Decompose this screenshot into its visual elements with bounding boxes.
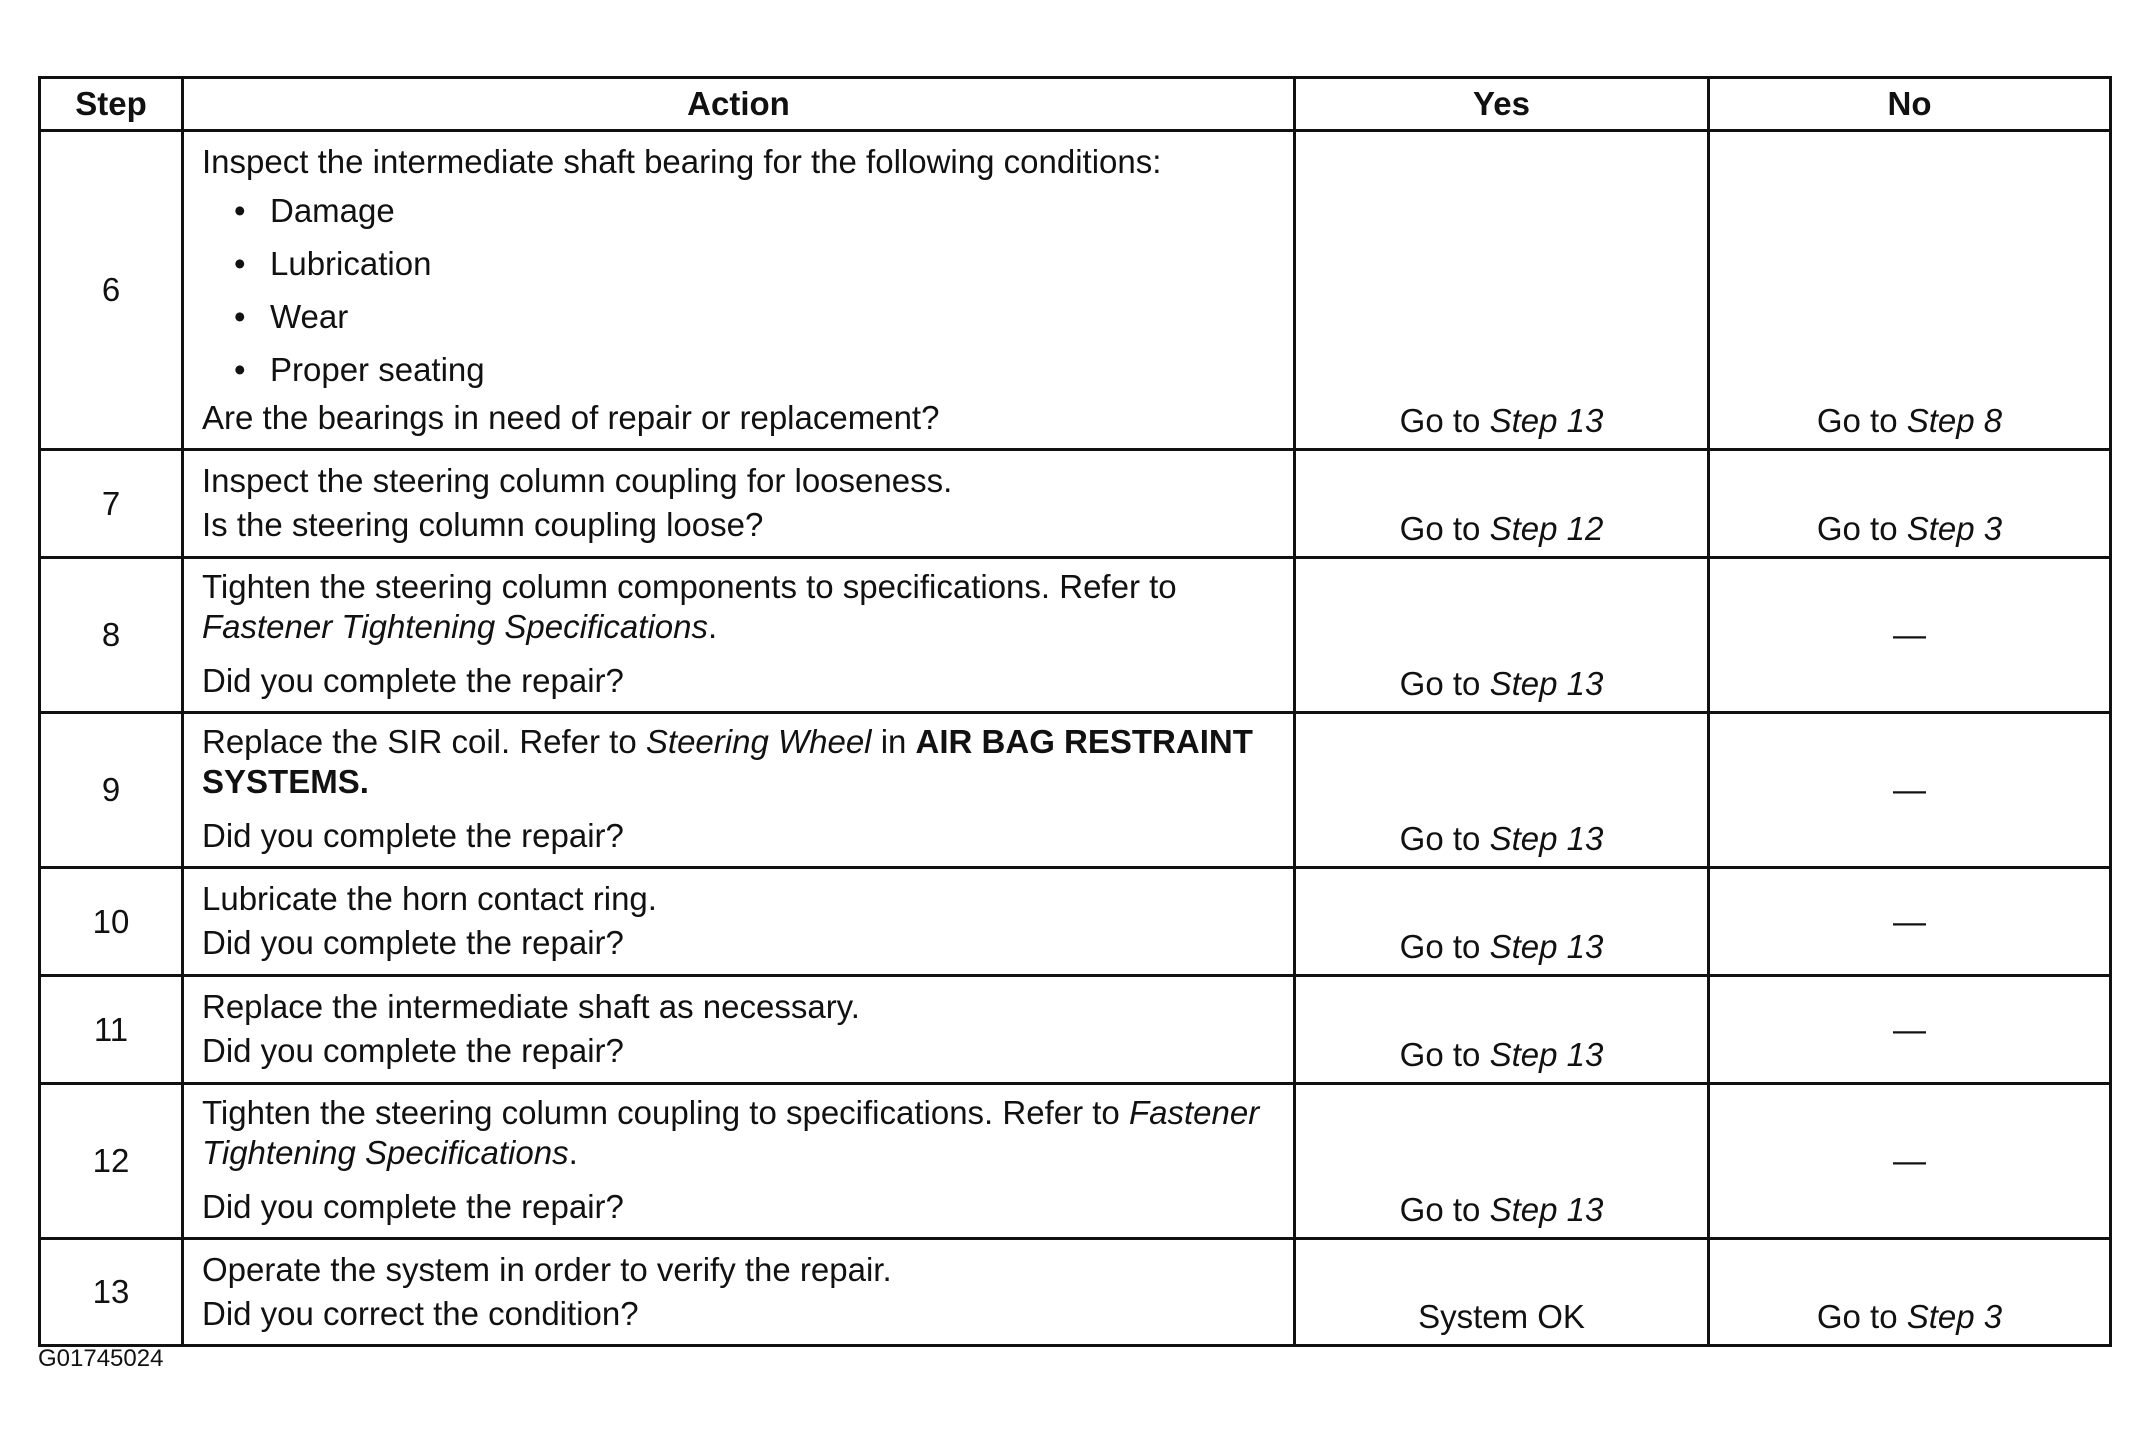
- yes-prefix: Go to: [1399, 928, 1481, 965]
- yes-step-link: Step 13: [1489, 1191, 1604, 1228]
- step-number: 11: [40, 976, 183, 1084]
- yes-step-link: Step 13: [1489, 820, 1604, 857]
- no-cell: —: [1709, 1084, 2111, 1239]
- action-instruction: [202, 1093, 1277, 1173]
- action-cell: [183, 558, 1295, 713]
- no-cell: —: [1709, 976, 2111, 1084]
- yes-step-link: Step 12: [1489, 510, 1604, 547]
- figure-id-caption: G01745024: [38, 1345, 164, 1372]
- step-number: 13: [40, 1239, 183, 1346]
- bullet-label: Damage: [270, 192, 395, 229]
- system-reference: AIR BAG RESTRAINT SYSTEMS.: [202, 723, 1253, 800]
- header-step: Step: [40, 78, 183, 131]
- action-question: Did you complete the repair?: [202, 1032, 624, 1069]
- action-text: Tighten the steering column coupling to specifications. Refer to: [202, 1094, 1120, 1131]
- reference-link: Fastener Tightening Specifications: [202, 1094, 1260, 1171]
- step-number: 7: [40, 450, 183, 558]
- yes-cell: System OK: [1295, 1239, 1709, 1346]
- action-intro: Replace the intermediate shaft as necessary.: [202, 988, 860, 1025]
- no-cell: [1709, 1239, 2111, 1346]
- action-cell: [183, 1084, 1295, 1239]
- bullet-icon: •: [234, 192, 246, 229]
- action-intro: Inspect the steering column coupling for looseness.: [202, 462, 953, 499]
- action-text-end: .: [708, 608, 718, 645]
- bullet-icon: •: [234, 351, 246, 388]
- diagnostic-table: [38, 76, 2112, 1347]
- action-text: Tighten the steering column components to specifications. Refer to: [202, 568, 1177, 605]
- action-intro: Operate the system in order to verify the repair.: [202, 1251, 892, 1288]
- table-header-row: [40, 78, 2111, 131]
- table-row-step-13: [40, 1239, 2111, 1346]
- yes-step-link: Step 13: [1489, 928, 1604, 965]
- yes-prefix: Go to: [1399, 402, 1481, 439]
- step-number: 12: [40, 1084, 183, 1239]
- yes-prefix: Go to: [1399, 510, 1481, 547]
- yes-cell: [1295, 868, 1709, 976]
- no-prefix: Go to: [1816, 510, 1898, 547]
- table-row-step-10: [40, 868, 2111, 976]
- yes-step-link: Step 13: [1489, 402, 1604, 439]
- action-cell: [183, 450, 1295, 558]
- step-number: 9: [40, 713, 183, 868]
- table-row-step-9: [40, 713, 2111, 868]
- yes-cell: [1295, 558, 1709, 713]
- step-number: 8: [40, 558, 183, 713]
- no-cell: [1709, 450, 2111, 558]
- bullet-label: Lubrication: [270, 245, 432, 282]
- table-row-step-12: [40, 1084, 2111, 1239]
- bullet-icon: •: [234, 298, 246, 335]
- header-yes: Yes: [1295, 78, 1709, 131]
- no-prefix: Go to: [1816, 1298, 1898, 1335]
- yes-cell: [1295, 713, 1709, 868]
- action-text-mid: in: [880, 723, 907, 760]
- action-cell: [183, 713, 1295, 868]
- no-prefix: Go to: [1816, 402, 1898, 439]
- step-number: 10: [40, 868, 183, 976]
- action-question: Did you correct the condition?: [202, 1295, 639, 1332]
- reference-link: Fastener Tightening Specifications: [202, 608, 708, 645]
- no-step-link: Step 8: [1906, 402, 2003, 439]
- action-cell: [183, 1239, 1295, 1346]
- bullet-item: [202, 184, 1277, 237]
- yes-cell: [1295, 976, 1709, 1084]
- bullet-item: [202, 290, 1277, 343]
- action-question: Are the bearings in need of repair or replacement?: [202, 399, 940, 436]
- yes-cell: [1295, 1084, 1709, 1239]
- yes-step-link: Step 13: [1489, 1036, 1604, 1073]
- action-instruction: [202, 567, 1277, 647]
- no-cell: —: [1709, 713, 2111, 868]
- table-row-step-11: [40, 976, 2111, 1084]
- action-question: Is the steering column coupling loose?: [202, 506, 764, 543]
- table-row-step-6: [40, 131, 2111, 450]
- yes-cell: [1295, 131, 1709, 450]
- no-step-link: Step 3: [1906, 510, 2003, 547]
- no-step-link: Step 3: [1906, 1298, 2003, 1335]
- bullet-label: Wear: [270, 298, 349, 335]
- action-cell: [183, 868, 1295, 976]
- action-instruction: [202, 722, 1277, 802]
- table-row-step-8: [40, 558, 2111, 713]
- bullet-item: [202, 237, 1277, 290]
- action-intro: Lubricate the horn contact ring.: [202, 880, 657, 917]
- action-intro: Inspect the intermediate shaft bearing for the following conditions:: [202, 143, 1162, 180]
- yes-prefix: Go to: [1399, 665, 1481, 702]
- bullet-label: Proper seating: [270, 351, 485, 388]
- action-question: Did you complete the repair?: [202, 1188, 624, 1225]
- step-number: 6: [40, 131, 183, 450]
- yes-prefix: Go to: [1399, 820, 1481, 857]
- action-question: Did you complete the repair?: [202, 817, 624, 854]
- no-cell: —: [1709, 558, 2111, 713]
- yes-prefix: Go to: [1399, 1036, 1481, 1073]
- reference-link: Steering Wheel: [645, 723, 872, 760]
- action-cell: [183, 131, 1295, 450]
- no-cell: —: [1709, 868, 2111, 976]
- action-cell: [183, 976, 1295, 1084]
- bullet-item: [202, 343, 1277, 396]
- yes-prefix: Go to: [1399, 1191, 1481, 1228]
- yes-cell: [1295, 450, 1709, 558]
- action-question: Did you complete the repair?: [202, 662, 624, 699]
- yes-step-link: Step 13: [1489, 665, 1604, 702]
- action-question: Did you complete the repair?: [202, 924, 624, 961]
- no-cell: [1709, 131, 2111, 450]
- diagnostic-table-container: [38, 76, 2109, 1347]
- header-action: Action: [183, 78, 1295, 131]
- bullet-icon: •: [234, 245, 246, 282]
- action-text-end: .: [568, 1134, 578, 1171]
- action-text: Replace the SIR coil. Refer to: [202, 723, 637, 760]
- table-row-step-7: [40, 450, 2111, 558]
- header-no: No: [1709, 78, 2111, 131]
